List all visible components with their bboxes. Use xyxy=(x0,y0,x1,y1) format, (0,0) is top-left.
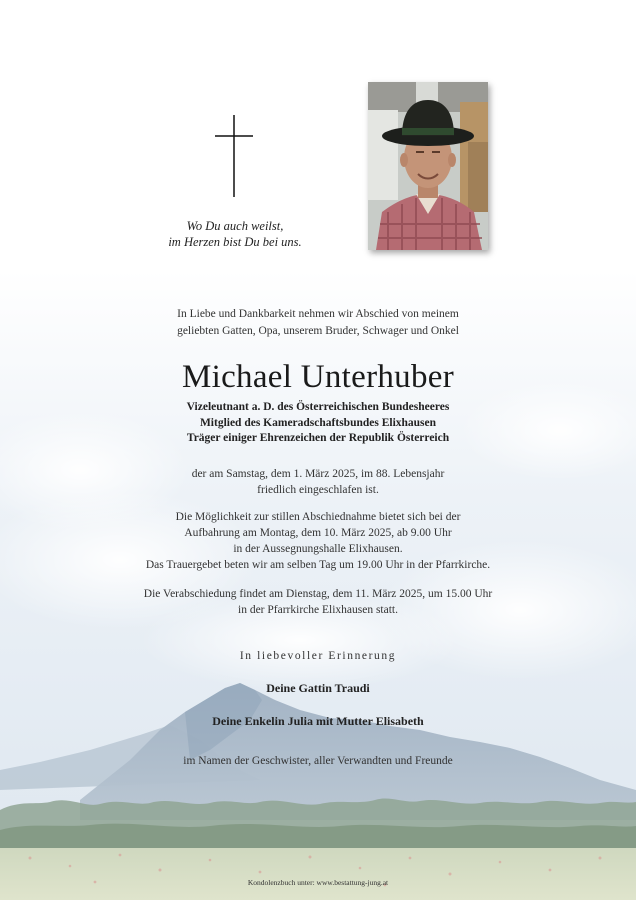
viewing-line: Die Möglichkeit zur stillen Abschiednahme bietet sich bei der xyxy=(175,511,461,523)
field xyxy=(0,848,636,900)
intro-text xyxy=(0,306,636,340)
farewell-info xyxy=(0,586,636,618)
portrait-photo xyxy=(368,82,488,250)
viewing-line: Aufbahrung am Montag, dem 10. März 2025, ab 9.00 Uhr xyxy=(184,527,452,539)
mourner-wife: Deine Gattin Traudi xyxy=(266,681,370,695)
death-line-1: der am Samstag, dem 1. März 2025, im 88. Lebensjahr xyxy=(191,468,445,480)
farewell-line-1: Die Verabschiedung findet am Dienstag, dem 11. März 2025, um 15.00 Uhr xyxy=(143,588,493,600)
farewell-line-2: in der Pfarrkirche Elixhausen statt. xyxy=(238,604,398,616)
intro-line-2: geliebten Gatten, Opa, unserem Bruder, Schwager und Onkel xyxy=(177,325,459,337)
mourner-grandchild: Deine Enkelin Julia mit Mutter Elisabeth xyxy=(212,714,424,728)
death-notice xyxy=(0,466,636,498)
deceased-name: Michael Unterhuber xyxy=(181,359,455,395)
memory-heading: In liebevoller Erinnerung xyxy=(239,650,397,662)
condolence-link[interactable]: Kondolenzbuch unter: www.bestattung-jung.at xyxy=(247,878,389,887)
quote-line-1: Wo Du auch weilst, xyxy=(186,219,284,233)
mourner-others: im Namen der Geschwister, aller Verwandten und Freunde xyxy=(183,755,453,767)
viewing-info xyxy=(0,509,636,573)
honorary-titles xyxy=(0,400,636,447)
viewing-line: in der Aussegnungshalle Elixhausen. xyxy=(233,543,403,555)
title-line: Träger einiger Ehrenzeichen der Republik Österreich xyxy=(186,432,450,444)
tree-line-dark xyxy=(0,824,636,852)
cross-icon xyxy=(213,115,255,197)
title-line: Mitglied des Kameradschaftsbundes Elixhausen xyxy=(199,416,437,429)
viewing-line: Das Trauergebet beten wir am selben Tag um 19.00 Uhr in der Pfarrkirche. xyxy=(145,559,491,571)
intro-line-1: In Liebe und Dankbarkeit nehmen wir Abschied von meinem xyxy=(177,308,459,320)
quote-line-2: im Herzen bist Du bei uns. xyxy=(168,235,302,249)
memorial-quote xyxy=(120,218,350,250)
death-line-2: friedlich eingeschlafen ist. xyxy=(257,484,379,496)
title-line: Vizeleutnant a. D. des Österreichischen Bundesheeres xyxy=(186,401,450,413)
